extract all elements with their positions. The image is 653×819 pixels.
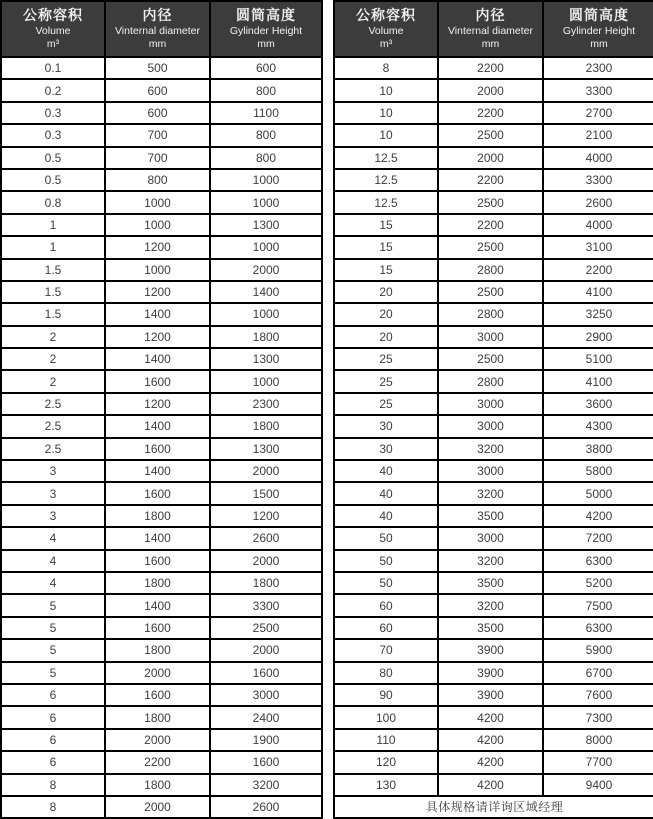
table-row <box>334 191 653 213</box>
table-row <box>334 393 653 415</box>
table-row <box>1 662 322 684</box>
cell-diameter: 800 <box>105 169 210 191</box>
cell-volume: 2 <box>1 348 105 370</box>
table-row <box>1 259 322 281</box>
cell-height: 7200 <box>543 527 653 549</box>
cell-height: 7600 <box>543 684 653 706</box>
cell-diameter: 1800 <box>105 639 210 661</box>
cell-volume: 12.5 <box>334 169 438 191</box>
footer-note: 具体规格请详询区域经理 <box>334 796 653 818</box>
cell-height: 4100 <box>543 370 653 392</box>
table-row <box>1 191 322 213</box>
table-row <box>334 348 653 370</box>
table-row <box>1 281 322 303</box>
table-row <box>1 393 322 415</box>
table-row <box>1 527 322 549</box>
table-row <box>1 326 322 348</box>
cell-diameter: 3200 <box>438 594 543 616</box>
cell-height: 3600 <box>543 393 653 415</box>
table-row <box>334 774 653 796</box>
cell-diameter: 1200 <box>105 326 210 348</box>
cell-height: 2500 <box>210 617 322 639</box>
table-row <box>1 639 322 661</box>
cell-diameter: 3000 <box>438 326 543 348</box>
table-row <box>334 124 653 146</box>
cell-volume: 50 <box>334 572 438 594</box>
cell-volume: 4 <box>1 572 105 594</box>
table-row <box>334 594 653 616</box>
table-row <box>1 684 322 706</box>
table-row <box>1 370 322 392</box>
col-header-volume <box>334 1 438 57</box>
col-header-unit: m³ <box>46 38 60 51</box>
cell-height: 3200 <box>210 774 322 796</box>
cell-diameter: 2000 <box>105 729 210 751</box>
cell-height: 7700 <box>543 751 653 773</box>
cell-height: 3300 <box>543 79 653 101</box>
cell-volume: 50 <box>334 550 438 572</box>
cell-diameter: 2200 <box>438 57 543 79</box>
cell-diameter: 1800 <box>105 706 210 728</box>
col-header-en: Gylinder Height <box>562 24 636 37</box>
cell-height: 3300 <box>543 169 653 191</box>
cell-volume: 50 <box>334 527 438 549</box>
cell-volume: 5 <box>1 662 105 684</box>
cell-diameter: 700 <box>105 147 210 169</box>
cell-volume: 3 <box>1 505 105 527</box>
cell-height: 5100 <box>543 348 653 370</box>
cell-height: 3300 <box>210 594 322 616</box>
table-row <box>1 169 322 191</box>
table-row <box>334 147 653 169</box>
cell-diameter: 2200 <box>438 102 543 124</box>
table-row <box>1 572 322 594</box>
cell-diameter: 1600 <box>105 482 210 504</box>
col-header-height <box>210 1 322 57</box>
cell-diameter: 1800 <box>105 572 210 594</box>
table-row <box>334 281 653 303</box>
cell-diameter: 2000 <box>438 79 543 101</box>
cell-height: 1000 <box>210 303 322 325</box>
cell-diameter: 1600 <box>105 550 210 572</box>
cell-diameter: 4200 <box>438 729 543 751</box>
cell-height: 800 <box>210 79 322 101</box>
cell-diameter: 2500 <box>438 124 543 146</box>
table-row <box>1 147 322 169</box>
cell-volume: 40 <box>334 460 438 482</box>
cell-height: 2000 <box>210 259 322 281</box>
cell-height: 6300 <box>543 550 653 572</box>
col-header-zh: 圆筒高度 <box>569 7 629 24</box>
cell-volume: 90 <box>334 684 438 706</box>
col-header-volume <box>1 1 105 57</box>
cell-height: 6300 <box>543 617 653 639</box>
cell-height: 1800 <box>210 572 322 594</box>
cell-volume: 20 <box>334 303 438 325</box>
table-row <box>334 572 653 594</box>
cell-volume: 40 <box>334 505 438 527</box>
cell-volume: 70 <box>334 639 438 661</box>
cell-volume: 3 <box>1 482 105 504</box>
cell-volume: 15 <box>334 214 438 236</box>
cell-volume: 2 <box>1 370 105 392</box>
cell-diameter: 1600 <box>105 617 210 639</box>
table-row <box>1 550 322 572</box>
col-header-diameter <box>438 1 543 57</box>
cell-height: 1300 <box>210 348 322 370</box>
cell-diameter: 600 <box>105 79 210 101</box>
cell-volume: 10 <box>334 124 438 146</box>
cell-diameter: 1000 <box>105 259 210 281</box>
cell-height: 2100 <box>543 124 653 146</box>
col-header-en: Gylinder Height <box>229 24 303 37</box>
table-row <box>334 550 653 572</box>
cell-height: 4200 <box>543 505 653 527</box>
cell-volume: 2.5 <box>1 415 105 437</box>
cell-diameter: 3500 <box>438 505 543 527</box>
cell-diameter: 3200 <box>438 438 543 460</box>
table-row <box>1 214 322 236</box>
table-row <box>334 370 653 392</box>
cell-diameter: 2000 <box>105 796 210 818</box>
col-header-diameter <box>105 1 210 57</box>
cell-volume: 3 <box>1 460 105 482</box>
cell-diameter: 3900 <box>438 639 543 661</box>
cell-diameter: 1000 <box>105 191 210 213</box>
col-header-unit: mm <box>257 38 275 51</box>
table-row <box>334 751 653 773</box>
cell-diameter: 1400 <box>105 527 210 549</box>
cell-volume: 6 <box>1 706 105 728</box>
spec-table-left <box>0 0 323 819</box>
cell-volume: 2.5 <box>1 438 105 460</box>
cell-height: 4100 <box>543 281 653 303</box>
cell-height: 3250 <box>543 303 653 325</box>
cell-height: 3800 <box>543 438 653 460</box>
cell-height: 2600 <box>210 796 322 818</box>
table-row <box>1 79 322 101</box>
cell-height: 8000 <box>543 729 653 751</box>
cell-height: 6700 <box>543 662 653 684</box>
cell-volume: 80 <box>334 662 438 684</box>
footer-note-row <box>334 796 653 818</box>
cell-height: 9400 <box>543 774 653 796</box>
table-row <box>334 102 653 124</box>
table-row <box>334 259 653 281</box>
table-row <box>1 729 322 751</box>
cell-height: 5000 <box>543 482 653 504</box>
cell-diameter: 3900 <box>438 662 543 684</box>
cell-volume: 0.3 <box>1 124 105 146</box>
col-header-zh: 内径 <box>142 7 173 24</box>
cell-diameter: 3000 <box>438 393 543 415</box>
cell-volume: 5 <box>1 617 105 639</box>
cell-diameter: 2800 <box>438 303 543 325</box>
cell-diameter: 2200 <box>438 214 543 236</box>
cell-volume: 60 <box>334 617 438 639</box>
table-row <box>1 102 322 124</box>
cell-volume: 40 <box>334 482 438 504</box>
cell-diameter: 2000 <box>438 147 543 169</box>
table-row <box>334 617 653 639</box>
cell-volume: 20 <box>334 281 438 303</box>
cell-diameter: 3500 <box>438 617 543 639</box>
cell-volume: 110 <box>334 729 438 751</box>
col-header-en: Vinternal diameter <box>114 24 201 37</box>
table-row <box>334 684 653 706</box>
table-row <box>1 415 322 437</box>
cell-height: 1000 <box>210 169 322 191</box>
cell-height: 1200 <box>210 505 322 527</box>
cell-diameter: 3900 <box>438 684 543 706</box>
table-row <box>334 415 653 437</box>
col-header-en: Volume <box>368 24 404 37</box>
cell-diameter: 4200 <box>438 706 543 728</box>
table-row <box>1 303 322 325</box>
cell-diameter: 3000 <box>438 527 543 549</box>
col-header-unit: mm <box>481 38 500 51</box>
cell-height: 4000 <box>543 147 653 169</box>
cell-height: 3000 <box>210 684 322 706</box>
col-header-en: Vinternal diameter <box>447 24 534 37</box>
cell-height: 2000 <box>210 550 322 572</box>
col-header-unit: mm <box>148 38 167 51</box>
cell-diameter: 3500 <box>438 572 543 594</box>
cell-height: 7300 <box>543 706 653 728</box>
cell-volume: 1.5 <box>1 303 105 325</box>
cell-volume: 10 <box>334 79 438 101</box>
cell-height: 1600 <box>210 751 322 773</box>
table-row <box>334 662 653 684</box>
cell-diameter: 1000 <box>105 214 210 236</box>
cell-volume: 8 <box>1 796 105 818</box>
col-header-zh: 内径 <box>475 7 506 24</box>
cell-volume: 5 <box>1 594 105 616</box>
cell-height: 4000 <box>543 214 653 236</box>
table-row <box>1 124 322 146</box>
cell-height: 2600 <box>543 191 653 213</box>
cell-height: 1000 <box>210 191 322 213</box>
cell-volume: 1 <box>1 236 105 258</box>
cell-height: 1400 <box>210 281 322 303</box>
cell-diameter: 2500 <box>438 348 543 370</box>
cell-height: 1800 <box>210 415 322 437</box>
table-row <box>334 527 653 549</box>
cell-diameter: 2500 <box>438 281 543 303</box>
col-header-zh: 公称容积 <box>23 7 83 24</box>
cell-volume: 1.5 <box>1 259 105 281</box>
cell-volume: 8 <box>1 774 105 796</box>
cell-volume: 8 <box>334 57 438 79</box>
table-row <box>1 706 322 728</box>
table-row <box>1 236 322 258</box>
cell-diameter: 3200 <box>438 550 543 572</box>
table-row <box>334 214 653 236</box>
cell-height: 1800 <box>210 326 322 348</box>
cell-diameter: 1600 <box>105 684 210 706</box>
cell-volume: 2 <box>1 326 105 348</box>
cell-height: 2000 <box>210 639 322 661</box>
table-row <box>1 796 322 818</box>
cell-volume: 120 <box>334 751 438 773</box>
cell-volume: 0.2 <box>1 79 105 101</box>
cell-diameter: 2500 <box>438 236 543 258</box>
cell-diameter: 2800 <box>438 370 543 392</box>
table-row <box>334 706 653 728</box>
cell-volume: 6 <box>1 684 105 706</box>
cell-volume: 0.8 <box>1 191 105 213</box>
cell-height: 1100 <box>210 102 322 124</box>
cell-diameter: 1600 <box>105 438 210 460</box>
cell-volume: 25 <box>334 348 438 370</box>
cell-volume: 0.5 <box>1 147 105 169</box>
cell-volume: 12.5 <box>334 147 438 169</box>
cell-height: 1500 <box>210 482 322 504</box>
cell-height: 7500 <box>543 594 653 616</box>
cell-diameter: 1800 <box>105 505 210 527</box>
col-header-unit: m³ <box>379 38 393 51</box>
table-row <box>334 460 653 482</box>
cell-volume: 2.5 <box>1 393 105 415</box>
cell-diameter: 1400 <box>105 415 210 437</box>
cell-volume: 1.5 <box>1 281 105 303</box>
cell-diameter: 4200 <box>438 751 543 773</box>
cell-diameter: 1400 <box>105 594 210 616</box>
col-header-height <box>543 1 653 57</box>
cell-height: 2200 <box>543 259 653 281</box>
cell-diameter: 3000 <box>438 415 543 437</box>
cell-diameter: 1400 <box>105 303 210 325</box>
col-header-zh: 圆筒高度 <box>236 7 296 24</box>
cell-volume: 100 <box>334 706 438 728</box>
cell-height: 2000 <box>210 460 322 482</box>
table-row <box>334 639 653 661</box>
cell-diameter: 3000 <box>438 460 543 482</box>
cell-volume: 30 <box>334 415 438 437</box>
cell-volume: 25 <box>334 393 438 415</box>
cell-volume: 5 <box>1 639 105 661</box>
cell-height: 1900 <box>210 729 322 751</box>
col-header-zh: 公称容积 <box>356 7 416 24</box>
header-row <box>334 1 653 57</box>
cell-height: 600 <box>210 57 322 79</box>
cell-volume: 15 <box>334 236 438 258</box>
table-row <box>334 303 653 325</box>
col-header-en: Volume <box>35 24 71 37</box>
table-row <box>334 438 653 460</box>
cell-volume: 4 <box>1 527 105 549</box>
cell-volume: 130 <box>334 774 438 796</box>
cell-diameter: 4200 <box>438 774 543 796</box>
cell-volume: 20 <box>334 326 438 348</box>
cell-height: 5200 <box>543 572 653 594</box>
cell-volume: 0.1 <box>1 57 105 79</box>
cell-height: 1300 <box>210 214 322 236</box>
table-row <box>1 482 322 504</box>
table-row <box>1 438 322 460</box>
table-row <box>334 326 653 348</box>
cell-volume: 10 <box>334 102 438 124</box>
cell-diameter: 2800 <box>438 259 543 281</box>
cell-diameter: 500 <box>105 57 210 79</box>
cell-volume: 60 <box>334 594 438 616</box>
table-row <box>334 236 653 258</box>
table-row <box>1 774 322 796</box>
cell-height: 4300 <box>543 415 653 437</box>
cell-diameter: 1600 <box>105 370 210 392</box>
cell-volume: 0.5 <box>1 169 105 191</box>
cell-volume: 4 <box>1 550 105 572</box>
cell-height: 5900 <box>543 639 653 661</box>
table-row <box>334 729 653 751</box>
cell-diameter: 2200 <box>105 751 210 773</box>
cell-height: 5800 <box>543 460 653 482</box>
cell-diameter: 600 <box>105 102 210 124</box>
cell-height: 2300 <box>210 393 322 415</box>
cell-height: 800 <box>210 124 322 146</box>
cell-volume: 12.5 <box>334 191 438 213</box>
cell-height: 2600 <box>210 527 322 549</box>
cell-volume: 1 <box>1 214 105 236</box>
cell-diameter: 1400 <box>105 348 210 370</box>
cell-diameter: 1200 <box>105 393 210 415</box>
table-row <box>334 169 653 191</box>
header-row <box>1 1 322 57</box>
cell-height: 2900 <box>543 326 653 348</box>
table-row <box>334 57 653 79</box>
table-row <box>1 348 322 370</box>
cell-volume: 6 <box>1 751 105 773</box>
spec-table-right <box>333 0 653 819</box>
col-header-unit: mm <box>590 38 608 51</box>
cell-diameter: 700 <box>105 124 210 146</box>
cell-diameter: 1200 <box>105 236 210 258</box>
table-row <box>334 79 653 101</box>
cell-diameter: 2200 <box>438 169 543 191</box>
cell-diameter: 1800 <box>105 774 210 796</box>
cell-volume: 25 <box>334 370 438 392</box>
cell-height: 800 <box>210 147 322 169</box>
cell-diameter: 2500 <box>438 191 543 213</box>
cell-height: 3100 <box>543 236 653 258</box>
table-row <box>1 594 322 616</box>
cell-height: 1300 <box>210 438 322 460</box>
cell-diameter: 3200 <box>438 482 543 504</box>
table-row <box>1 57 322 79</box>
cell-height: 1000 <box>210 236 322 258</box>
cell-diameter: 1400 <box>105 460 210 482</box>
table-row <box>334 482 653 504</box>
table-row <box>1 460 322 482</box>
cell-height: 2400 <box>210 706 322 728</box>
cell-volume: 30 <box>334 438 438 460</box>
table-row <box>1 751 322 773</box>
cell-height: 2300 <box>543 57 653 79</box>
cell-height: 1000 <box>210 370 322 392</box>
cell-diameter: 2000 <box>105 662 210 684</box>
cell-volume: 6 <box>1 729 105 751</box>
cell-volume: 15 <box>334 259 438 281</box>
cell-diameter: 1200 <box>105 281 210 303</box>
table-row <box>1 617 322 639</box>
cell-volume: 0.3 <box>1 102 105 124</box>
cell-height: 2700 <box>543 102 653 124</box>
table-row <box>1 505 322 527</box>
cell-height: 1600 <box>210 662 322 684</box>
table-row <box>334 505 653 527</box>
